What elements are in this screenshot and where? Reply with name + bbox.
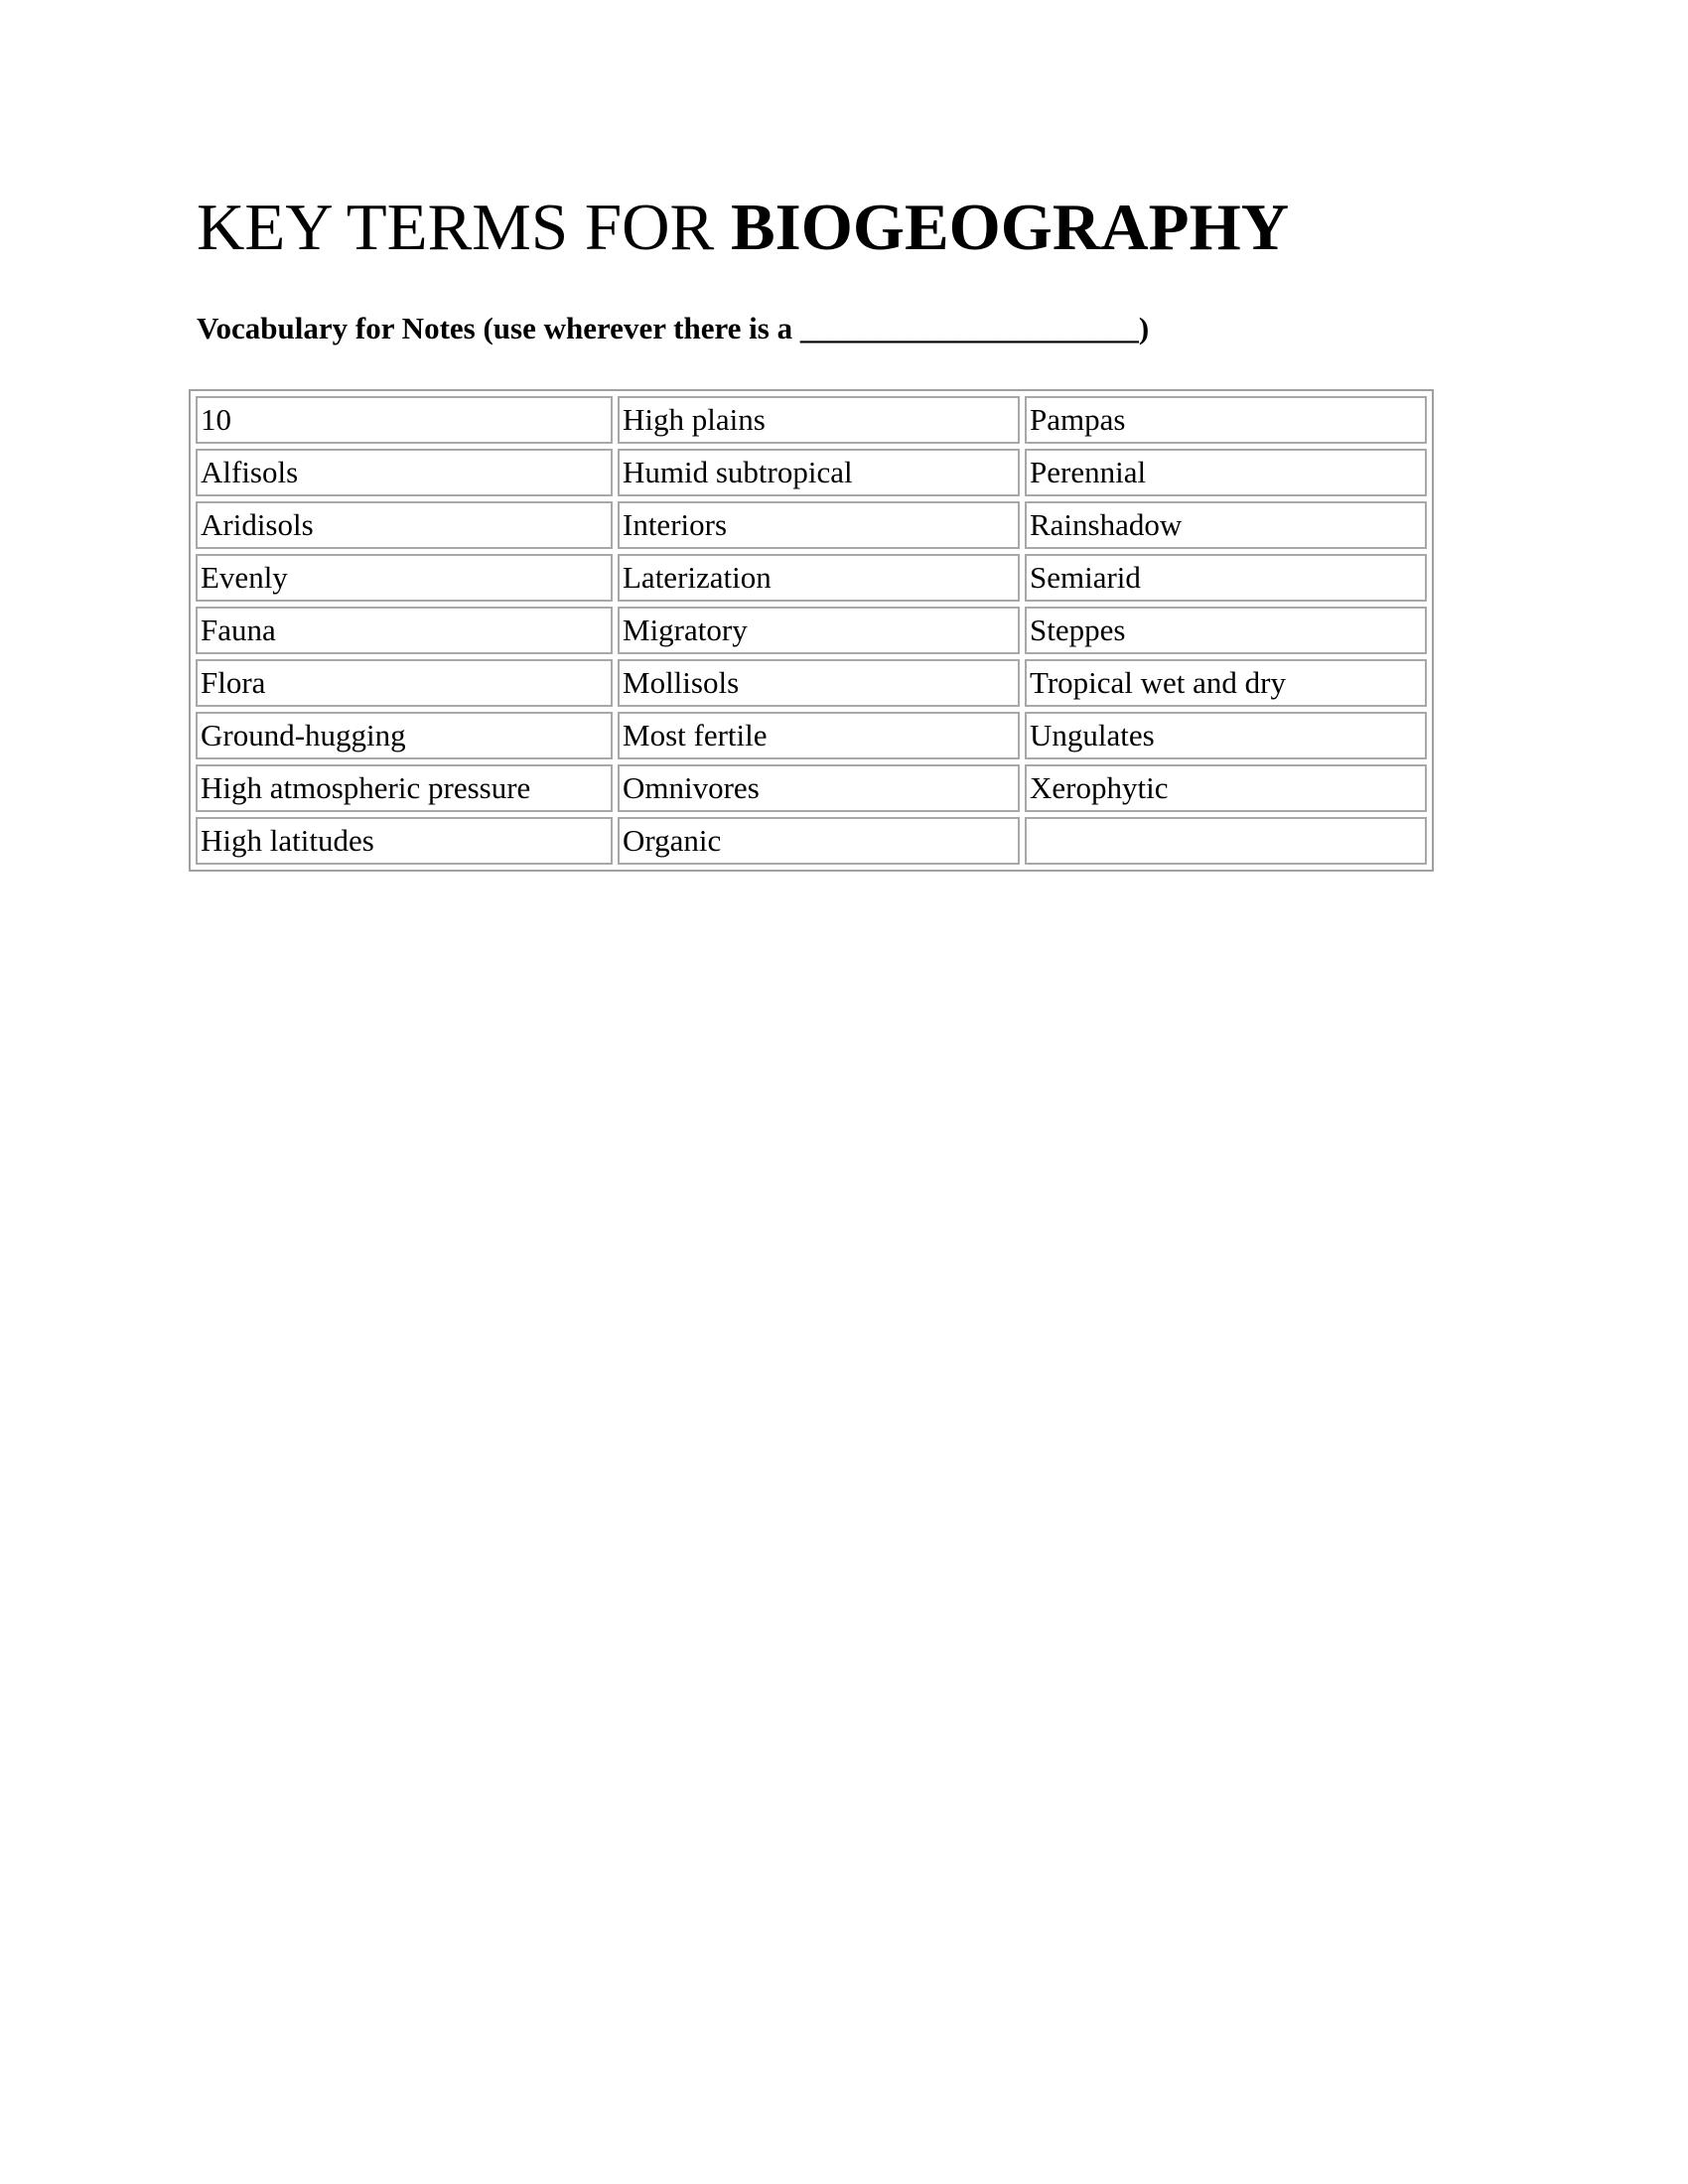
term-cell: Semiarid: [1025, 554, 1427, 602]
page-title: [197, 191, 1290, 264]
term-cell: High plains: [618, 396, 1020, 444]
term-cell: 10: [196, 396, 613, 444]
empty-term-cell: [1025, 817, 1427, 865]
page-title-emphasis: BIOGEOGRAPHY: [730, 191, 1290, 264]
term-cell: Laterization: [618, 554, 1020, 602]
term-cell: Steppes: [1025, 607, 1427, 654]
term-cell: High latitudes: [196, 817, 613, 865]
term-cell: Alfisols: [196, 449, 613, 496]
table-row: [196, 817, 1427, 865]
term-cell: Fauna: [196, 607, 613, 654]
table-row: [196, 554, 1427, 602]
term-cell: Xerophytic: [1025, 764, 1427, 812]
term-cell: Most fertile: [618, 712, 1020, 759]
term-cell: Ground-hugging: [196, 712, 613, 759]
term-cell: Rainshadow: [1025, 501, 1427, 549]
table-row: [196, 764, 1427, 812]
table-row: [196, 607, 1427, 654]
key-terms-table: [189, 389, 1434, 872]
term-cell: Omnivores: [618, 764, 1020, 812]
term-cell: Evenly: [196, 554, 613, 602]
term-cell: Tropical wet and dry: [1025, 659, 1427, 707]
table-row: [196, 712, 1427, 759]
table-row: [196, 659, 1427, 707]
term-cell: Interiors: [618, 501, 1020, 549]
vocabulary-subtitle: Vocabulary for Notes (use wherever there is a ______________________): [197, 311, 1150, 345]
term-cell: Mollisols: [618, 659, 1020, 707]
term-cell: High atmospheric pressure: [196, 764, 613, 812]
term-cell: Aridisols: [196, 501, 613, 549]
term-cell: Pampas: [1025, 396, 1427, 444]
page-title-prefix: KEY TERMS FOR: [197, 191, 731, 264]
term-cell: Perennial: [1025, 449, 1427, 496]
term-cell: Humid subtropical: [618, 449, 1020, 496]
term-cell: Migratory: [618, 607, 1020, 654]
table-row: [196, 501, 1427, 549]
term-cell: Organic: [618, 817, 1020, 865]
table-row: [196, 396, 1427, 444]
table-row: [196, 449, 1427, 496]
term-cell: Ungulates: [1025, 712, 1427, 759]
term-cell: Flora: [196, 659, 613, 707]
key-terms-body: [196, 396, 1427, 865]
